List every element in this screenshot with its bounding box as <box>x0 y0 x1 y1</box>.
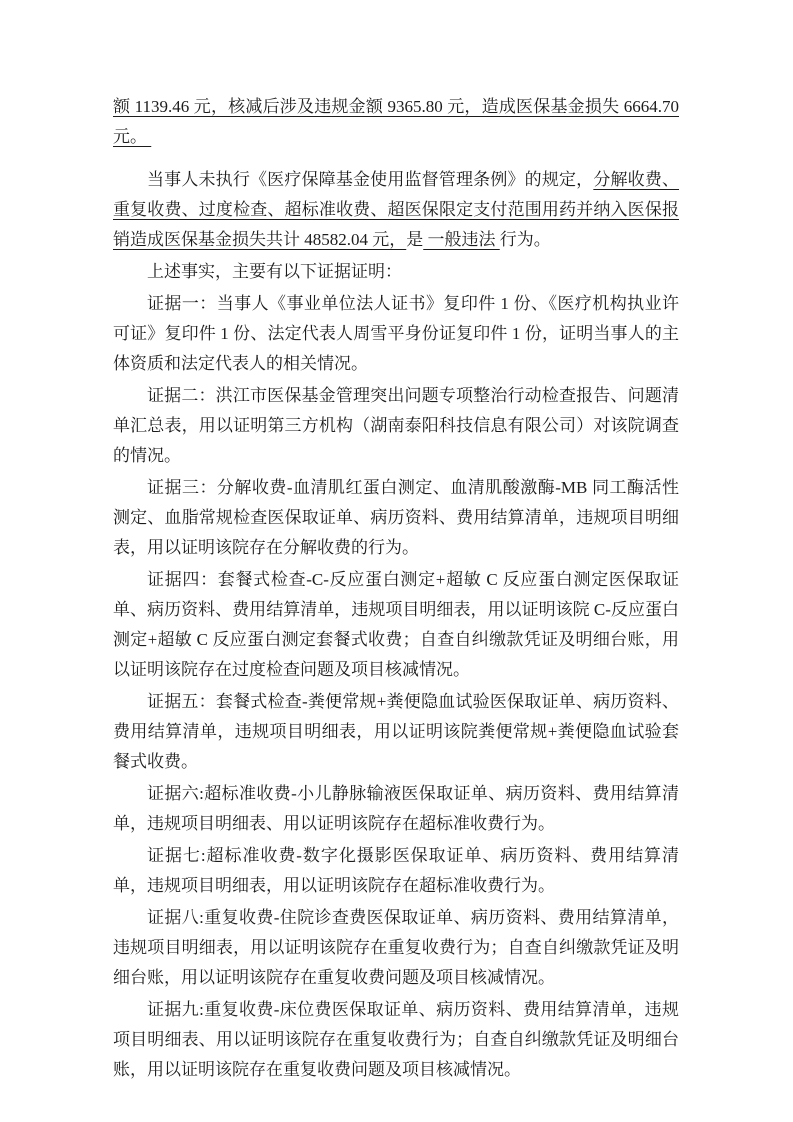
paragraph-evidence-intro <box>113 257 679 287</box>
paragraph-evidence-9 <box>113 995 679 1085</box>
paragraph-evidence-8 <box>113 903 679 993</box>
underlined-amount-text: 额 1139.46 元，核减后涉及违规金额 9365.80 元，造成医保基金损失 6664.70 元。 <box>113 97 679 146</box>
evidence-6-text: 证据六:超标准收费-小儿静脉输液医保取证单、病历资料、费用结算清单，违规项目明细表、用以证明该院存在超标准收费行为。 <box>113 784 679 833</box>
connector-text: 是 <box>406 230 424 249</box>
evidence-9-text: 证据九:重复收费-床位费医保取证单、病历资料、费用结算清单，违规项目明细表、用以证明该院存在重复收费行为；自查自纠缴款凭证及明细台账，用以证明该院存在重复收费问题及项目核减情况。 <box>113 1000 679 1079</box>
evidence-7-text: 证据七:超标准收费-数字化摄影医保取证单、病历资料、费用结算清单，违规项目明细表，用以证明该院存在超标准收费行为。 <box>113 846 679 895</box>
paragraph-evidence-5 <box>113 687 679 777</box>
evidence-5-text: 证据五：套餐式检查-粪便常规+粪便隐血试验医保取证单、病历资料、费用结算清单，违规项目明细表，用以证明该院粪便常规+粪便隐血试验套餐式收费。 <box>113 692 679 771</box>
paragraph-evidence-2 <box>113 381 679 471</box>
paragraph-evidence-4 <box>113 565 679 685</box>
paragraph-evidence-1 <box>113 289 679 379</box>
underlined-violation-category-text: 一般违法 <box>423 230 500 249</box>
paragraph-evidence-3 <box>113 473 679 563</box>
paragraph-evidence-7 <box>113 841 679 901</box>
paragraph-amount-summary <box>113 92 679 152</box>
paragraph-violation-determination <box>113 165 679 255</box>
evidence-8-text: 证据八:重复收费-住院诊查费医保取证单、病历资料、费用结算清单，违规项目明细表，用以证明该院存在重复收费行为；自查自纠缴款凭证及明细台账，用以证明该院存在重复收费问题及项目核减情况。 <box>113 908 679 987</box>
evidence-1-text: 证据一：当事人《事业单位法人证书》复印件 1 份、《医疗机构执业许可证》复印件 1 份、法定代表人周雪平身份证复印件 1 份，证明当事人的主体资质和法定代表人的相关情况。 <box>113 294 679 373</box>
paragraph-evidence-6 <box>113 779 679 839</box>
evidence-intro-text: 上述事实，主要有以下证据证明： <box>147 262 402 281</box>
evidence-4-text: 证据四：套餐式检查-C-反应蛋白测定+超敏 C 反应蛋白测定医保取证单、病历资料、费用结算清单，违规项目明细表，用以证明该院 C-反应蛋白测定+超敏 C 反应蛋白测定套餐式收费；自查自纠缴款凭证及明细台账，用以证明该院存在过度检查问题及项目核减情况。 <box>113 570 679 679</box>
evidence-3-text: 证据三：分解收费-血清肌红蛋白测定、血清肌酸激酶-MB 同工酶活性测定、血脂常规检查医保取证单、病历资料、费用结算清单，违规项目明细表，用以证明该院存在分解收费的行为。 <box>113 478 679 557</box>
underlined-violation-list-text: 分解收费、重复收费、过度检查、超标准收费、超医保限定支付范围用药并纳入医保报销造成医保基金损失共计 48582.04 元， <box>113 170 680 249</box>
evidence-2-text: 证据二：洪江市医保基金管理突出问题专项整治行动检查报告、问题清单汇总表，用以证明第三方机构（湖南泰阳科技信息有限公司）对该院调查的情况。 <box>113 386 679 465</box>
regulation-reference-text: 当事人未执行《医疗保障基金使用监督管理条例》的规定， <box>147 170 594 189</box>
sentence-end-text: 行为。 <box>499 230 551 249</box>
